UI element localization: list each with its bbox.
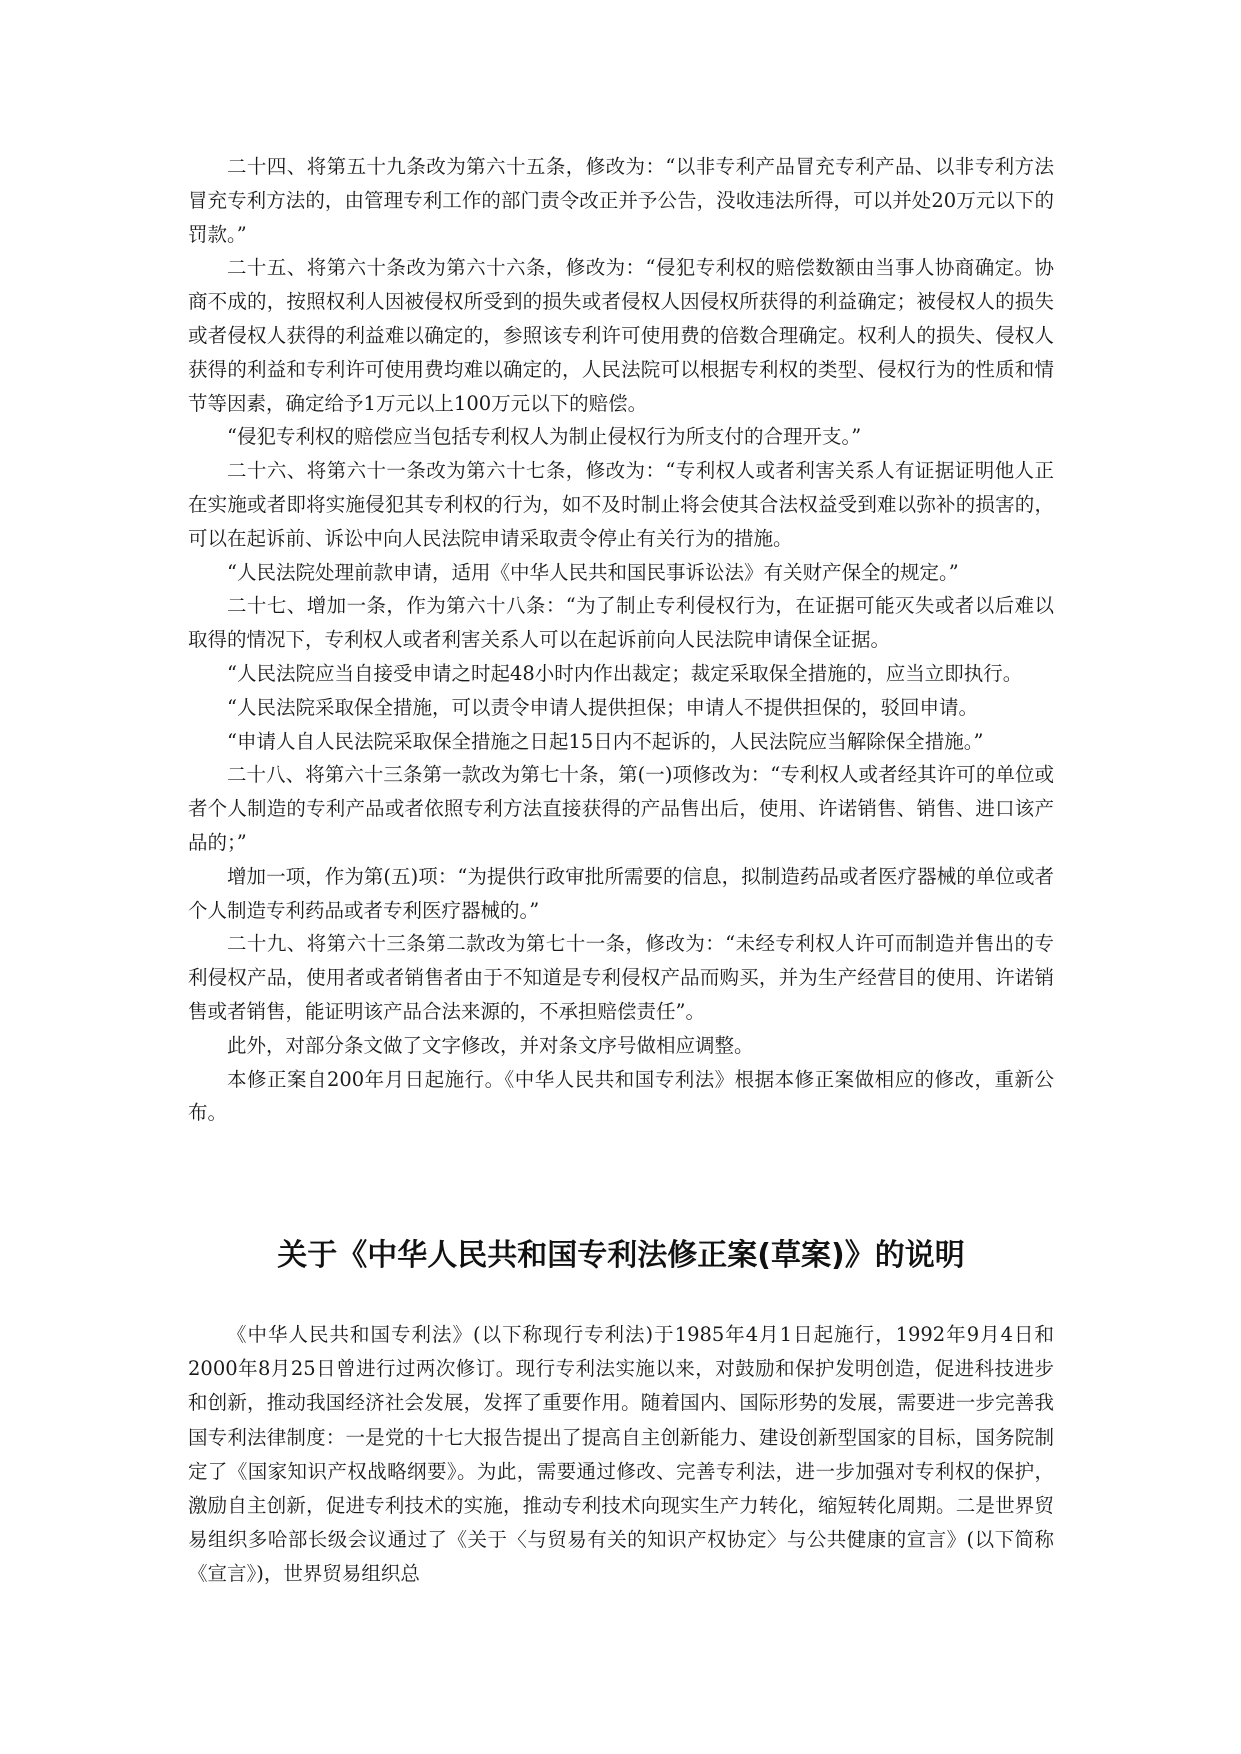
- paragraph-clause-28-added-item: 增加一项，作为第(五)项：“为提供行政审批所需要的信息，拟制造药品或者医疗器械的单位或者个人制造专利药品或者专利医疗器械的。”: [188, 864, 1054, 922]
- paragraph-clause-27-item-3: “人民法院采取保全措施，可以责令申请人提供担保；申请人不提供担保的，驳回申请。: [227, 695, 978, 719]
- paragraph-clause-26-item-2: “人民法院处理前款申请，适用《中华人民共和国民事诉讼法》有关财产保全的规定。”: [227, 560, 959, 584]
- paragraph-clause-27-item-4: “申请人自人民法院采取保全措施之日起15日内不起诉的，人民法院应当解除保全措施。”: [227, 729, 984, 753]
- explanation-title: 关于《中华人民共和国专利法修正案(草案)》的说明: [277, 1238, 965, 1273]
- paragraph-clause-24: 二十四、将第五十九条改为第六十五条，修改为：“以非专利产品冒充专利产品、以非专利方法冒充专利方法的，由管理专利工作的部门责令改正并予公告，没收违法所得，可以并处20万元以下的罚款。”: [188, 155, 1054, 246]
- paragraph-clause-25-item-2: “侵犯专利权的赔偿应当包括专利权人为制止侵权行为所支付的合理开支。”: [227, 425, 862, 449]
- paragraph-clause-27-item-2: “人民法院应当自接受申请之时起48小时内作出裁定；裁定采取保全措施的，应当立即执行。: [227, 661, 1023, 685]
- paragraph-clause-28: 二十八、将第六十三条第一款改为第七十条，第(一)项修改为：“专利权人或者经其许可的单位或者个人制造的专利产品或者依照专利方法直接获得的产品售出后，使用、许诺销售、销售、进口该产品的；”: [188, 763, 1054, 854]
- amendment-clauses: [188, 150, 1054, 1130]
- paragraph-other-revisions: 此外，对部分条文做了文字修改，并对条文序号做相应调整。: [227, 1033, 754, 1057]
- paragraph-clause-27: 二十七、增加一条，作为第六十八条：“为了制止专利侵权行为，在证据可能灭失或者以后难以取得的情况下，专利权人或者利害关系人可以在起诉前向人民法院申请保全证据。: [188, 594, 1054, 652]
- paragraph-clause-29: 二十九、将第六十三条第二款改为第七十一条，修改为：“未经专利权人许可而制造并售出的专利侵权产品，使用者或者销售者由于不知道是专利侵权产品而购买，并为生产经营目的使用、许诺销售或者销售，能证明该产品合法来源的，不承担赔偿责任”。: [188, 932, 1054, 1023]
- explanation-body: [188, 1318, 1054, 1592]
- paragraph-clause-25: 二十五、将第六十条改为第六十六条，修改为：“侵犯专利权的赔偿数额由当事人协商确定。协商不成的，按照权利人因被侵权所受到的损失或者侵权人因侵权所获得的利益确定；被侵权人的损失或者侵权人获得的利益难以确定的，参照该专利许可使用费的倍数合理确定。权利人的损失、侵权人获得的利益和专利许可使用费均难以确定的，人民法院可以根据专利权的类型、侵权行为的性质和情节等因素，确定给予1万元以上100万元以下的赔偿。: [188, 256, 1054, 415]
- paragraph-explanation-intro: 《中华人民共和国专利法》(以下称现行专利法)于1985年4月1日起施行，1992年9月4日和2000年8月25日曾进行过两次修订。现行专利法实施以来，对鼓励和保护发明创造，促进科技进步和创新，推动我国经济社会发展，发挥了重要作用。随着国内、国际形势的发展，需要进一步完善我国专利法律制度：一是党的十七大报告提出了提高自主创新能力、建设创新型国家的目标，国务院制定了《国家知识产权战略纲要》。为此，需要通过修改、完善专利法，进一步加强对专利权的保护，激励自主创新，促进专利技术的实施，推动专利技术向现实生产力转化，缩短转化周期。二是世界贸易组织多哈部长级会议通过了《关于〈与贸易有关的知识产权协定〉与公共健康的宣言》(以下简称《宣言》)，世界贸易组织总: [188, 1323, 1054, 1586]
- paragraph-effective-date: 本修正案自200年月日起施行。《中华人民共和国专利法》根据本修正案做相应的修改，重新公布。: [188, 1067, 1054, 1125]
- paragraph-clause-26: 二十六、将第六十一条改为第六十七条，修改为：“专利权人或者利害关系人有证据证明他人正在实施或者即将实施侵犯其专利权的行为，如不及时制止将会使其合法权益受到难以弥补的损害的，可以在起诉前、诉讼中向人民法院申请采取责令停止有关行为的措施。: [188, 459, 1054, 550]
